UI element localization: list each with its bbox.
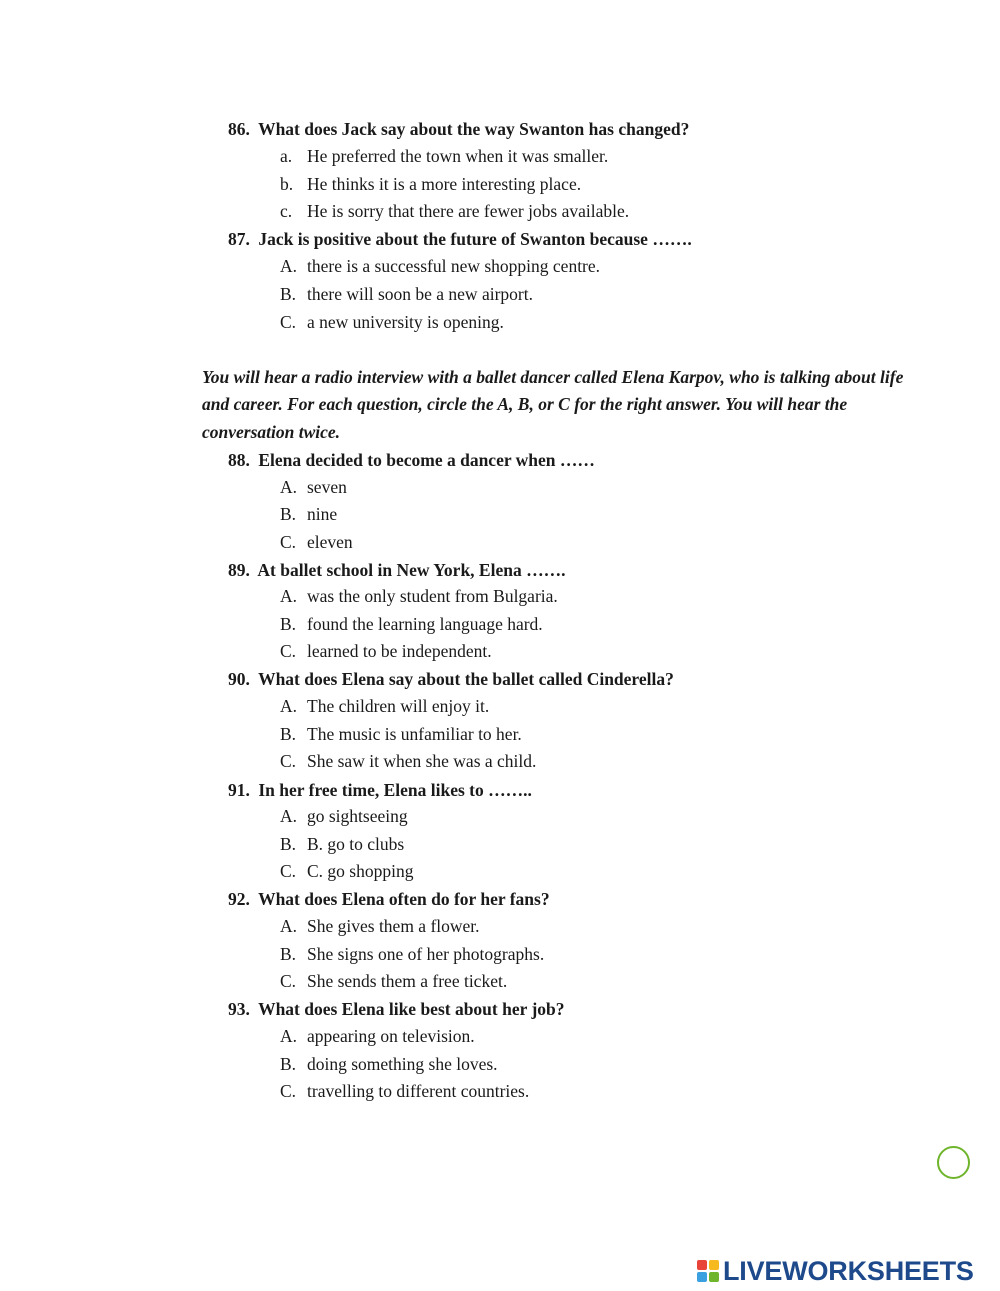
option-text: appearing on television. — [307, 1026, 475, 1046]
option-text: a new university is opening. — [307, 312, 504, 332]
option-text: B. go to clubs — [307, 834, 405, 854]
option-91-a[interactable] — [280, 805, 408, 827]
option-text: C. go shopping — [307, 861, 414, 881]
question-text: What does Elena say about the ballet called Cinderella? — [258, 669, 674, 689]
option-87-c[interactable] — [280, 311, 504, 333]
option-letter: b. — [280, 174, 294, 194]
question-86 — [228, 118, 689, 140]
option-text: The music is unfamiliar to her. — [307, 724, 522, 744]
option-letter: c. — [280, 201, 293, 221]
option-letter: C. — [280, 312, 297, 332]
question-number: 86. — [228, 119, 250, 139]
option-88-a[interactable] — [280, 476, 347, 498]
option-letter: C. — [280, 641, 297, 661]
question-93 — [228, 998, 565, 1020]
option-text: She sends them a free ticket. — [307, 971, 508, 991]
option-letter: C. — [280, 1081, 297, 1101]
logo-icon — [697, 1260, 719, 1282]
question-92 — [228, 888, 550, 910]
option-90-c[interactable] — [280, 750, 536, 772]
option-text: He is sorry that there are fewer jobs available. — [307, 201, 630, 221]
option-93-a[interactable] — [280, 1025, 475, 1047]
option-86-c[interactable] — [280, 200, 629, 222]
option-text: She gives them a flower. — [307, 916, 480, 936]
option-letter: A. — [280, 256, 298, 276]
option-letter: B. — [280, 724, 297, 744]
option-89-b[interactable] — [280, 613, 543, 635]
option-text: nine — [307, 504, 338, 524]
option-letter: B. — [280, 944, 297, 964]
question-number: 87. — [228, 229, 250, 249]
option-text: travelling to different countries. — [307, 1081, 530, 1101]
option-letter: A. — [280, 477, 298, 497]
logo-square-yellow — [709, 1260, 719, 1270]
option-91-c[interactable] — [280, 860, 413, 882]
option-90-a[interactable] — [280, 695, 489, 717]
logo-square-green — [709, 1272, 719, 1282]
option-letter: A. — [280, 1026, 298, 1046]
question-91 — [228, 779, 532, 801]
option-text: learned to be independent. — [307, 641, 492, 661]
instruction-line-3: conversation twice. — [202, 422, 341, 442]
option-text: She signs one of her photographs. — [307, 944, 545, 964]
question-88 — [228, 449, 595, 471]
option-letter: B. — [280, 1054, 297, 1074]
option-93-b[interactable] — [280, 1053, 498, 1075]
logo-text: LIVEWORKSHEETS — [723, 1255, 974, 1286]
option-90-b[interactable] — [280, 723, 522, 745]
option-letter: C. — [280, 971, 297, 991]
option-letter: B. — [280, 504, 297, 524]
option-89-a[interactable] — [280, 585, 558, 607]
option-text: was the only student from Bulgaria. — [307, 586, 558, 606]
option-text: He thinks it is a more interesting place. — [307, 174, 582, 194]
option-letter: a. — [280, 146, 293, 166]
option-text: there will soon be a new airport. — [307, 284, 533, 304]
question-number: 89. — [228, 560, 250, 580]
option-text: She saw it when she was a child. — [307, 751, 537, 771]
question-text: What does Elena like best about her job? — [258, 999, 565, 1019]
option-letter: A. — [280, 916, 298, 936]
option-text: He preferred the town when it was smaller. — [307, 146, 609, 166]
question-90 — [228, 668, 674, 690]
option-letter: B. — [280, 834, 297, 854]
option-text: eleven — [307, 532, 353, 552]
question-text: What does Jack say about the way Swanton has changed? — [258, 119, 690, 139]
option-87-a[interactable] — [280, 255, 600, 277]
question-89 — [228, 559, 565, 581]
option-text: doing something she loves. — [307, 1054, 498, 1074]
question-number: 93. — [228, 999, 250, 1019]
option-87-b[interactable] — [280, 283, 533, 305]
question-text: Elena decided to become a dancer when …… — [258, 450, 595, 470]
question-number: 91. — [228, 780, 250, 800]
option-93-c[interactable] — [280, 1080, 529, 1102]
option-text: found the learning language hard. — [307, 614, 543, 634]
option-92-a[interactable] — [280, 915, 480, 937]
option-92-b[interactable] — [280, 943, 544, 965]
option-letter: A. — [280, 696, 298, 716]
question-number: 92. — [228, 889, 250, 909]
instruction-line-2: and career. For each question, circle the A, B, or C for the right answer. You will hear the — [202, 394, 848, 414]
option-text: there is a successful new shopping centre. — [307, 256, 601, 276]
liveworksheets-logo — [697, 1256, 974, 1286]
option-letter: A. — [280, 806, 298, 826]
option-letter: B. — [280, 614, 297, 634]
question-text: At ballet school in New York, Elena ……. — [257, 560, 566, 580]
question-87 — [228, 228, 692, 250]
logo-square-red — [697, 1260, 707, 1270]
option-91-b[interactable] — [280, 833, 404, 855]
option-letter: B. — [280, 284, 297, 304]
option-text: seven — [307, 477, 347, 497]
logo-square-blue — [697, 1272, 707, 1282]
option-88-b[interactable] — [280, 503, 337, 525]
answer-circle[interactable] — [937, 1146, 970, 1179]
option-88-c[interactable] — [280, 531, 353, 553]
option-86-a[interactable] — [280, 145, 608, 167]
option-text: go sightseeing — [307, 806, 408, 826]
option-letter: C. — [280, 751, 297, 771]
option-letter: C. — [280, 861, 297, 881]
question-text: In her free time, Elena likes to …….. — [258, 780, 532, 800]
option-89-c[interactable] — [280, 640, 492, 662]
option-letter: C. — [280, 532, 297, 552]
option-letter: A. — [280, 586, 298, 606]
option-92-c[interactable] — [280, 970, 507, 992]
option-86-b[interactable] — [280, 173, 581, 195]
question-number: 88. — [228, 450, 250, 470]
question-number: 90. — [228, 669, 250, 689]
question-text: What does Elena often do for her fans? — [258, 889, 550, 909]
option-text: The children will enjoy it. — [307, 696, 490, 716]
question-text: Jack is positive about the future of Swanton because ……. — [258, 229, 692, 249]
instruction-line-1: You will hear a radio interview with a ballet dancer called Elena Karpov, who is talking about life — [202, 367, 904, 387]
